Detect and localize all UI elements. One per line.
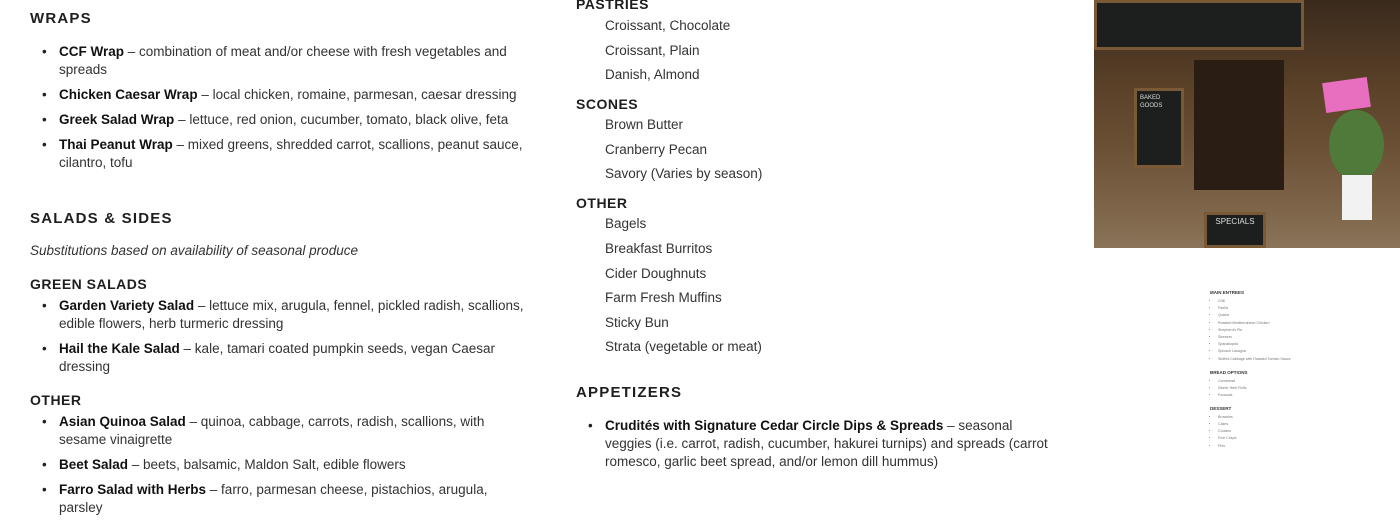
farmstand-photo: [1094, 0, 1400, 248]
list-item: • Spinach Lasagna: [1218, 349, 1350, 353]
main-entrees-list: [1210, 299, 1350, 361]
salads-heading: SALADS & SIDES: [30, 210, 173, 227]
list-item: • Garden Variety Salad – lettuce mix, arugula, fennel, pickled radish, scallions, edible flowers, herb turmeric dressing: [30, 297, 525, 333]
bread-heading: BREAD OPTIONS: [1210, 369, 1248, 375]
chalkboard-menu: [1094, 0, 1304, 50]
list-item: Cider Doughnuts: [605, 265, 707, 281]
scones-heading: SCONES: [576, 96, 639, 113]
list-item: • Brownies: [1218, 415, 1350, 419]
list-item: • Thai Peanut Wrap – mixed greens, shredded carrot, scallions, peanut sauce, cilantro, tofu: [30, 136, 525, 172]
list-item: • Spanakopita: [1218, 342, 1350, 346]
other-salads-heading: OTHER: [30, 392, 82, 408]
list-item: Danish, Almond: [605, 67, 700, 83]
list-item: • Fruit Crisps: [1218, 436, 1350, 440]
list-item: • Chili: [1218, 299, 1350, 303]
list-item: • Stuffed Cabbage with Roasted Tomato Sauce: [1218, 357, 1350, 361]
appetizers-heading: APPETIZERS: [576, 384, 683, 402]
pink-note: [1322, 77, 1371, 113]
list-item: • Farro Salad with Herbs – farro, parmesan cheese, pistachios, arugula, parsley: [30, 481, 525, 517]
salads-note: Substitutions based on availability of seasonal produce: [30, 243, 358, 258]
list-item: • Greek Salad Wrap – lettuce, red onion, cucumber, tomato, black olive, feta: [30, 111, 525, 129]
list-item: • CCF Wrap – combination of meat and/or cheese with fresh vegetables and spreads: [30, 43, 525, 79]
list-item: Sticky Bun: [605, 314, 669, 330]
list-item: • Focaccia: [1218, 393, 1350, 397]
other-list: [576, 215, 1056, 356]
wraps-list: [30, 43, 525, 172]
list-item: • Cookies: [1218, 429, 1350, 433]
list-item: Croissant, Chocolate: [605, 18, 731, 33]
list-item: Strata (vegetable or meat): [605, 339, 762, 355]
list-item: • Asian Quinoa Salad – quinoa, cabbage, carrots, radish, scallions, with sesame vinaigrette: [30, 413, 525, 449]
list-item: • Roasted Mediterranean Chicken: [1218, 321, 1350, 325]
list-item: Farm Fresh Muffins: [605, 290, 722, 306]
list-item: • Skewers: [1218, 335, 1350, 339]
dessert-heading: DESSERT: [1210, 405, 1232, 411]
list-item: • Crudités with Signature Cedar Circle Dips & Spreads – seasonal veggies (i.e. carrot, radish, cucumber, hakurei turnips) and spreads (carrot romesco, garlic beet spread, and/or lemon dill hummus): [576, 417, 1056, 471]
list-item: • Shepherd's Pie: [1218, 328, 1350, 332]
list-item: Bagels: [605, 216, 647, 232]
list-item: Savory (Varies by season): [605, 166, 763, 182]
wraps-heading: WRAPS: [30, 10, 92, 27]
menu-image: [1094, 248, 1400, 500]
list-item: • Dinner Herb Rolls: [1218, 386, 1350, 390]
flower-plant: [1329, 110, 1384, 180]
pastries-list: [576, 17, 1056, 84]
appetizers-list: [576, 417, 1056, 471]
left-menu-column: [30, 0, 525, 524]
list-item: • Quiche: [1218, 313, 1350, 317]
list-item: • Beet Salad – beets, balsamic, Maldon Salt, edible flowers: [30, 456, 525, 474]
list-item: Brown Butter: [605, 117, 684, 133]
list-item: Croissant, Plain: [605, 42, 700, 58]
list-item: • Paella: [1218, 306, 1350, 310]
pastries-heading: PASTRIES: [576, 0, 649, 12]
scones-list: [576, 116, 1056, 183]
green-salads-heading: GREEN SALADS: [30, 276, 148, 292]
list-item: • Chicken Caesar Wrap – local chicken, romaine, parmesan, caesar dressing: [30, 86, 525, 104]
list-item: • Hail the Kale Salad – kale, tamari coated pumpkin seeds, vegan Caesar dressing: [30, 340, 525, 376]
list-item: • Cornbread: [1218, 379, 1350, 383]
flower-pot: [1342, 175, 1372, 220]
other-heading: OTHER: [576, 195, 628, 212]
specials-board: SPECIALS: [1204, 212, 1266, 248]
list-item: • Pies: [1218, 444, 1350, 448]
list-item: • Cakes: [1218, 422, 1350, 426]
green-salads-list: [30, 297, 525, 376]
baked-goods-board: BAKED GOODS: [1134, 88, 1184, 168]
dessert-list: [1210, 415, 1350, 448]
other-salads-list: [30, 413, 525, 517]
middle-menu-column: [576, 0, 1056, 478]
stand-window: [1194, 60, 1284, 190]
bread-list: [1210, 379, 1350, 397]
list-item: Cranberry Pecan: [605, 141, 708, 157]
list-item: Breakfast Burritos: [605, 240, 713, 256]
main-entrees-heading: MAIN ENTREES: [1210, 290, 1245, 295]
